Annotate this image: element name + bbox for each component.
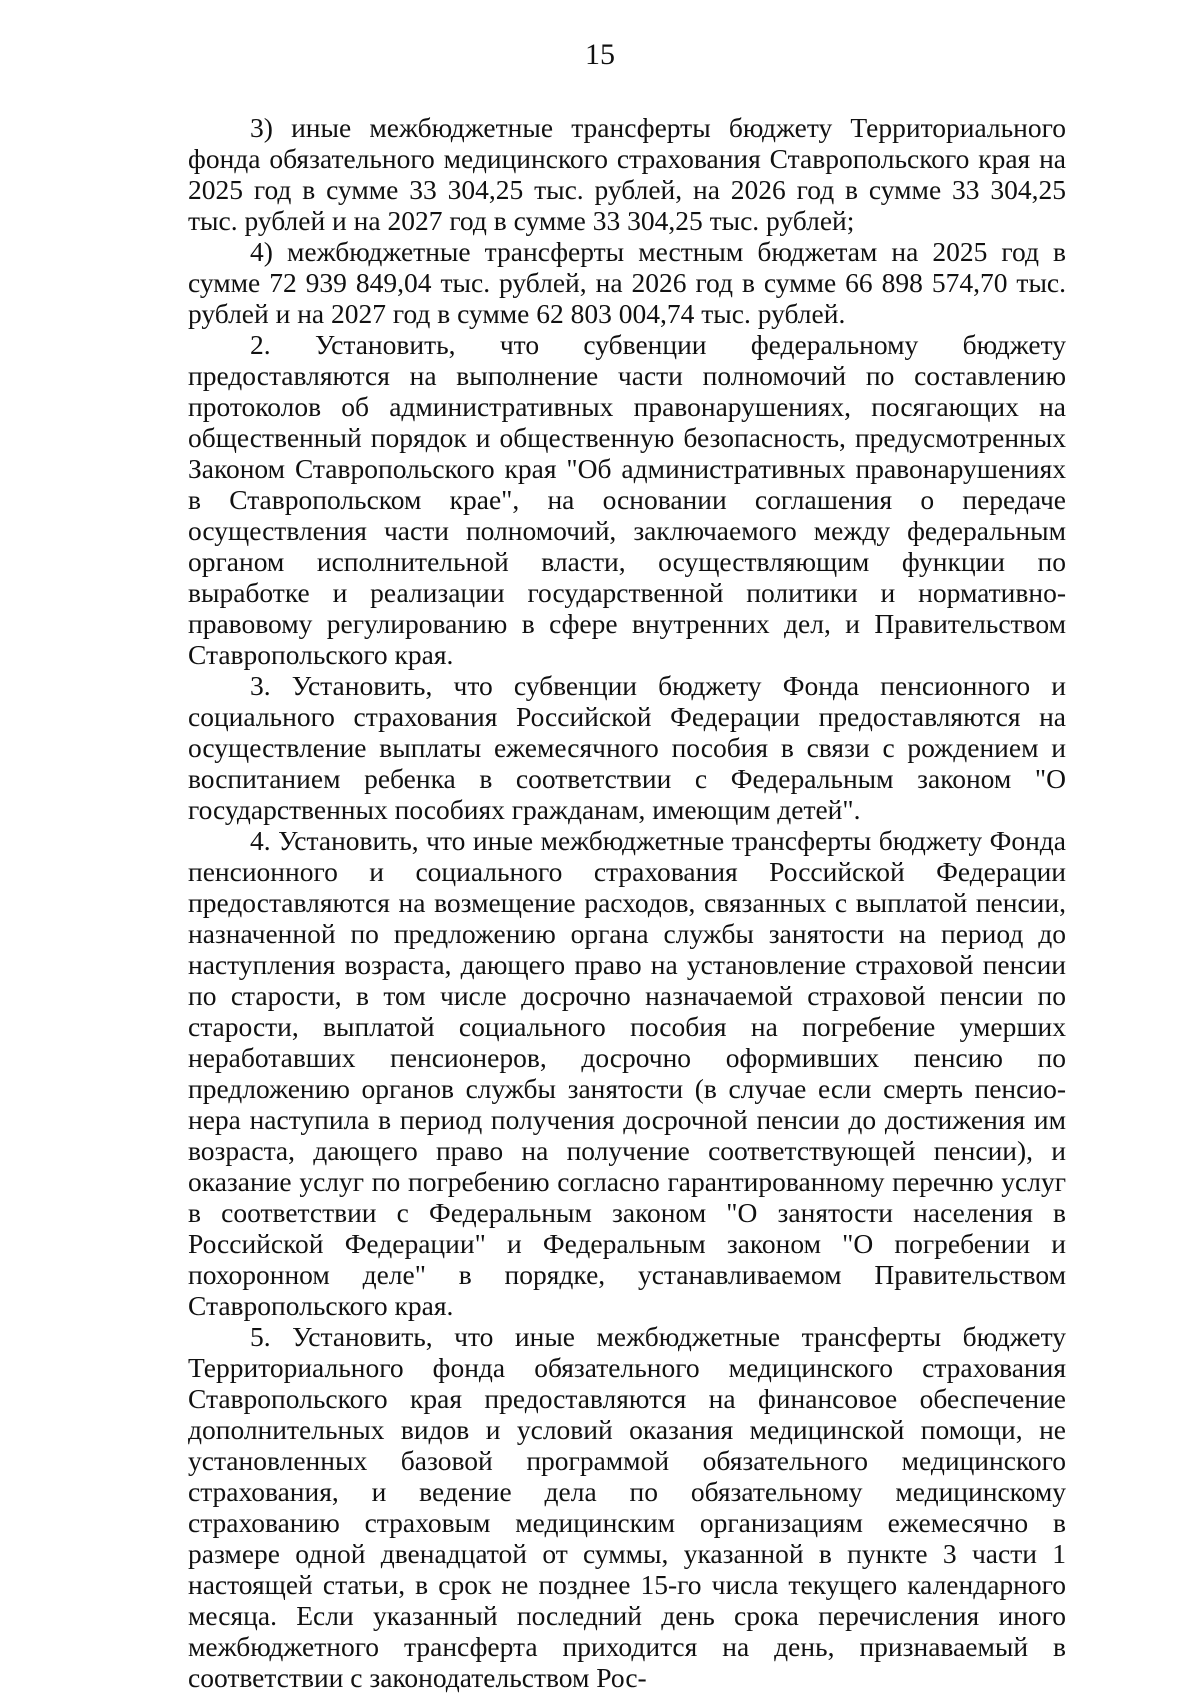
paragraph-clause-4: 4. Установить, что иные межбюджетные трансферты бюджету Фонда пенсионного и социального страхования Российской Федерации предоставляются на возмещение расходов, связанных с выплатой пенсии, назначенной по предложению органа службы занятости на период до наступления возраста, дающего право на установление страховой пенсии по старости, в том числе досрочно назначаемой страховой пенсии по старости, выплатой социального пособия на погребение умерших неработавших пенсионеров, досрочно оформивших пенсию по предложению органов службы занятости (в случае если смерть пенсионера наступила в период получения досрочной пенсии до достижения им возраста, дающего право на получение соответствующей пенсии), и оказание услуг по погребению согласно гарантированному перечню услуг в соответствии с Федеральным законом "О занятости населения в Российской Федерации" и Федеральным законом "О погребении и похоронном деле" в порядке, устанавливаемом Правительством Ставропольского края.	[188, 825, 1066, 1321]
document-body	[188, 112, 1066, 1693]
paragraph-item-4-transfers-local: 4) межбюджетные трансферты местным бюджетам на 2025 год в сумме 72 939 849,04 тыс. рублей, на 2026 год в сумме 66 898 574,70 тыс. рублей и на 2027 год в сумме 62 803 004,74 тыс. рублей.	[188, 236, 1066, 329]
paragraph-clause-2: 2. Установить, что субвенции федеральному бюджету предоставляются на выполнение части полномочий по составлению протоколов об административных правонарушениях, посягающих на общественный порядок и общественную безопасность, предусмотренных Законом Ставропольского края "Об административных правонарушениях в Ставропольском крае", на основании соглашения о передаче осуществления части полномочий, заключаемого между федеральным органом исполнительной власти, осуществляющим функции по выработке и реализации государственной политики и нормативно-правовому регулированию в сфере внутренних дел, и Правительством Ставропольского края.	[188, 329, 1066, 670]
paragraph-item-3-transfers-tfoms: 3) иные межбюджетные трансферты бюджету Территориального фонда обязательного медицинского страхования Ставропольского края на 2025 год в сумме 33 304,25 тыс. рублей, на 2026 год в сумме 33 304,25 тыс. рублей и на 2027 год в сумме 33 304,25 тыс. рублей;	[188, 112, 1066, 236]
paragraph-clause-3: 3. Установить, что субвенции бюджету Фонда пенсионного и социального страхования Российской Федерации предоставляются на осуществление выплаты ежемесячного пособия в связи с рождением и воспитанием ребенка в соответствии с Федеральным законом "О государственных пособиях гражданам, имеющим детей".	[188, 670, 1066, 825]
page-number: 15	[585, 38, 615, 71]
paragraph-clause-5: 5. Установить, что иные межбюджетные трансферты бюджету Территориального фонда обязательного медицинского страхования Ставропольского края предоставляются на финансовое обеспечение дополнительных видов и условий оказания медицинской помощи, не установленных базовой программой обязательного медицинского страхования, и ведение дела по обязательному медицинскому страхованию страховым медицинским организациям ежемесячно в размере одной двенадцатой от суммы, указанной в пункте 3 части 1 настоящей статьи, в срок не позднее 15-го числа текущего календарного месяца. Если указанный последний день срока перечисления иного межбюджетного трансферта приходится на день, признаваемый в соответствии с законодательством Рос-	[188, 1321, 1066, 1693]
